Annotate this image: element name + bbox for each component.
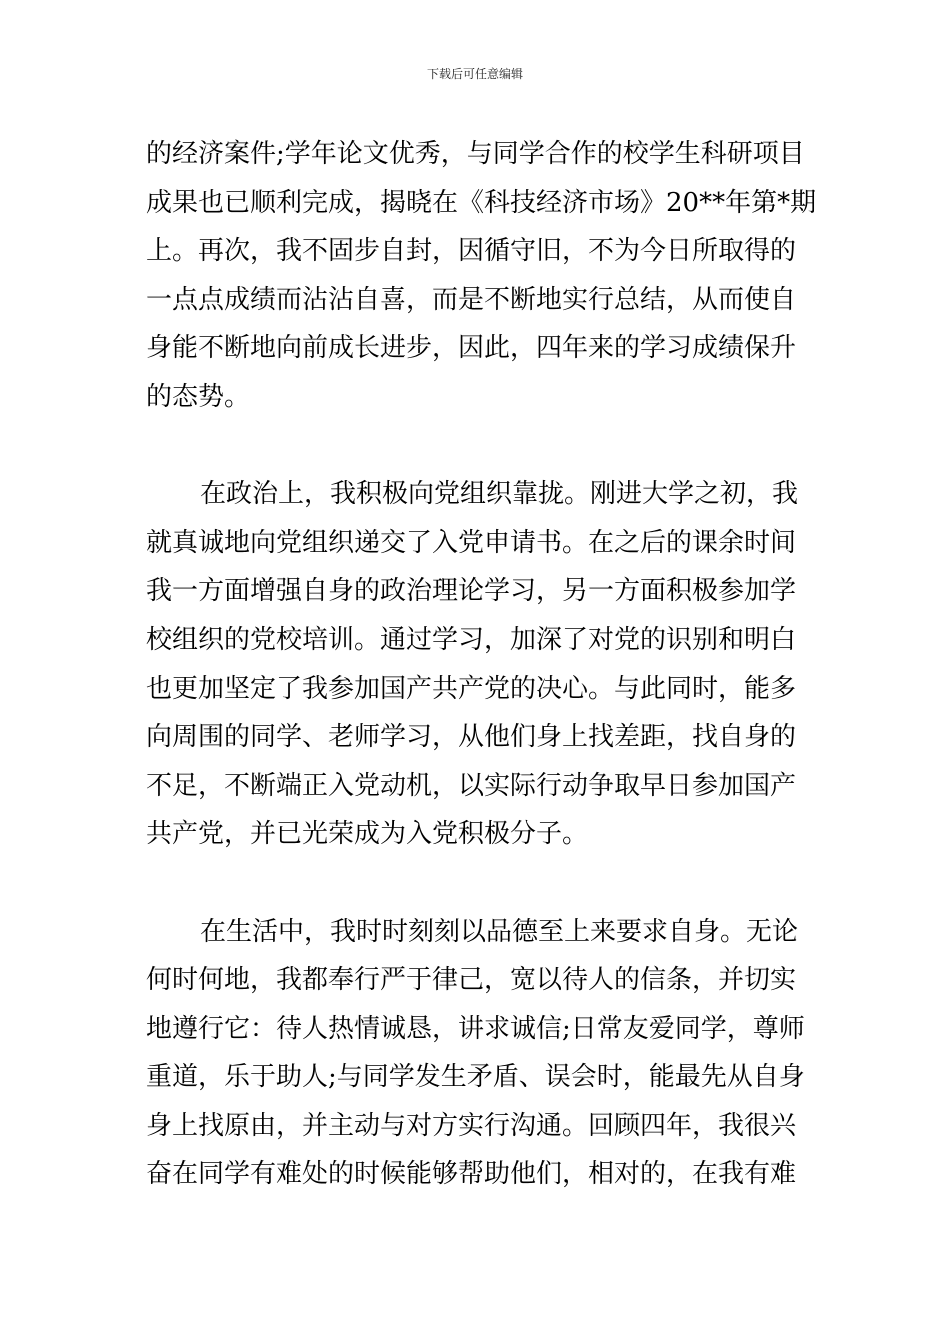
paragraph-1 [146, 130, 817, 422]
paragraph-line: 地遵行它：待人热情诚恳，讲求诚信;日常友爱同学，尊师 [146, 1013, 805, 1044]
paragraph-3 [146, 908, 810, 1200]
paragraph-line: 身上找原由，并主动与对方实行沟通。回顾四年，我很兴 [146, 1110, 797, 1141]
paragraph-line: 重道，乐于助人;与同学发生矛盾、误会时，能最先从自身 [146, 1062, 805, 1093]
paragraph-line: 也更加坚定了我参加国产共产党的决心。与此同时，能多 [146, 673, 797, 704]
paragraph-line: 上。再次，我不固步自封，因循守旧，不为今日所取得的 [146, 236, 797, 267]
paragraph-line: 一点点成绩而沾沾自喜，而是不断地实行总结，从而使自 [146, 284, 797, 315]
paragraph-line: 身能不断地向前成长进步，因此，四年来的学习成绩保升 [146, 333, 797, 364]
paragraph-line: 校组织的党校培训。通过学习，加深了对党的识别和明白 [146, 624, 797, 655]
paragraph-line: 我一方面增强自身的政治理论学习，另一方面积极参加学 [146, 576, 797, 607]
paragraph-line: 奋在同学有难处的时候能够帮助他们，相对的，在我有难 [146, 1159, 797, 1190]
paragraph-line: 在政治上，我积极向党组织靠拢。刚进大学之初，我 [200, 479, 799, 510]
paragraph-line: 的态势。 [146, 381, 251, 412]
paragraph-line: 共产党，并已光荣成为入党积极分子。 [146, 819, 589, 850]
paragraph-line: 不足，不断端正入党动机，以实际行动争取早日参加国产 [146, 770, 797, 801]
paragraph-line: 就真诚地向党组织递交了入党申请书。在之后的课余时间 [146, 527, 797, 558]
paragraph-line: 成果也已顺利完成，揭晓在《科技经济市场》20**年第*期 [146, 187, 817, 218]
document-body [146, 130, 817, 1199]
paragraph-2 [146, 470, 810, 859]
paragraph-line: 的经济案件;学年论文优秀，与同学合作的校学生科研项目 [146, 139, 805, 169]
paragraph-line: 向周围的同学、老师学习，从他们身上找差距，找自身的 [146, 722, 797, 753]
paragraph-line: 在生活中，我时时刻刻以品德至上来要求自身。无论 [200, 916, 799, 947]
paragraph-spacer [146, 422, 810, 471]
paragraph-line: 何时何地，我都奉行严于律己，宽以待人的信条，并切实 [146, 965, 797, 996]
paragraph-spacer [146, 859, 810, 908]
page-header: 下载后可任意编辑 [426, 67, 523, 81]
